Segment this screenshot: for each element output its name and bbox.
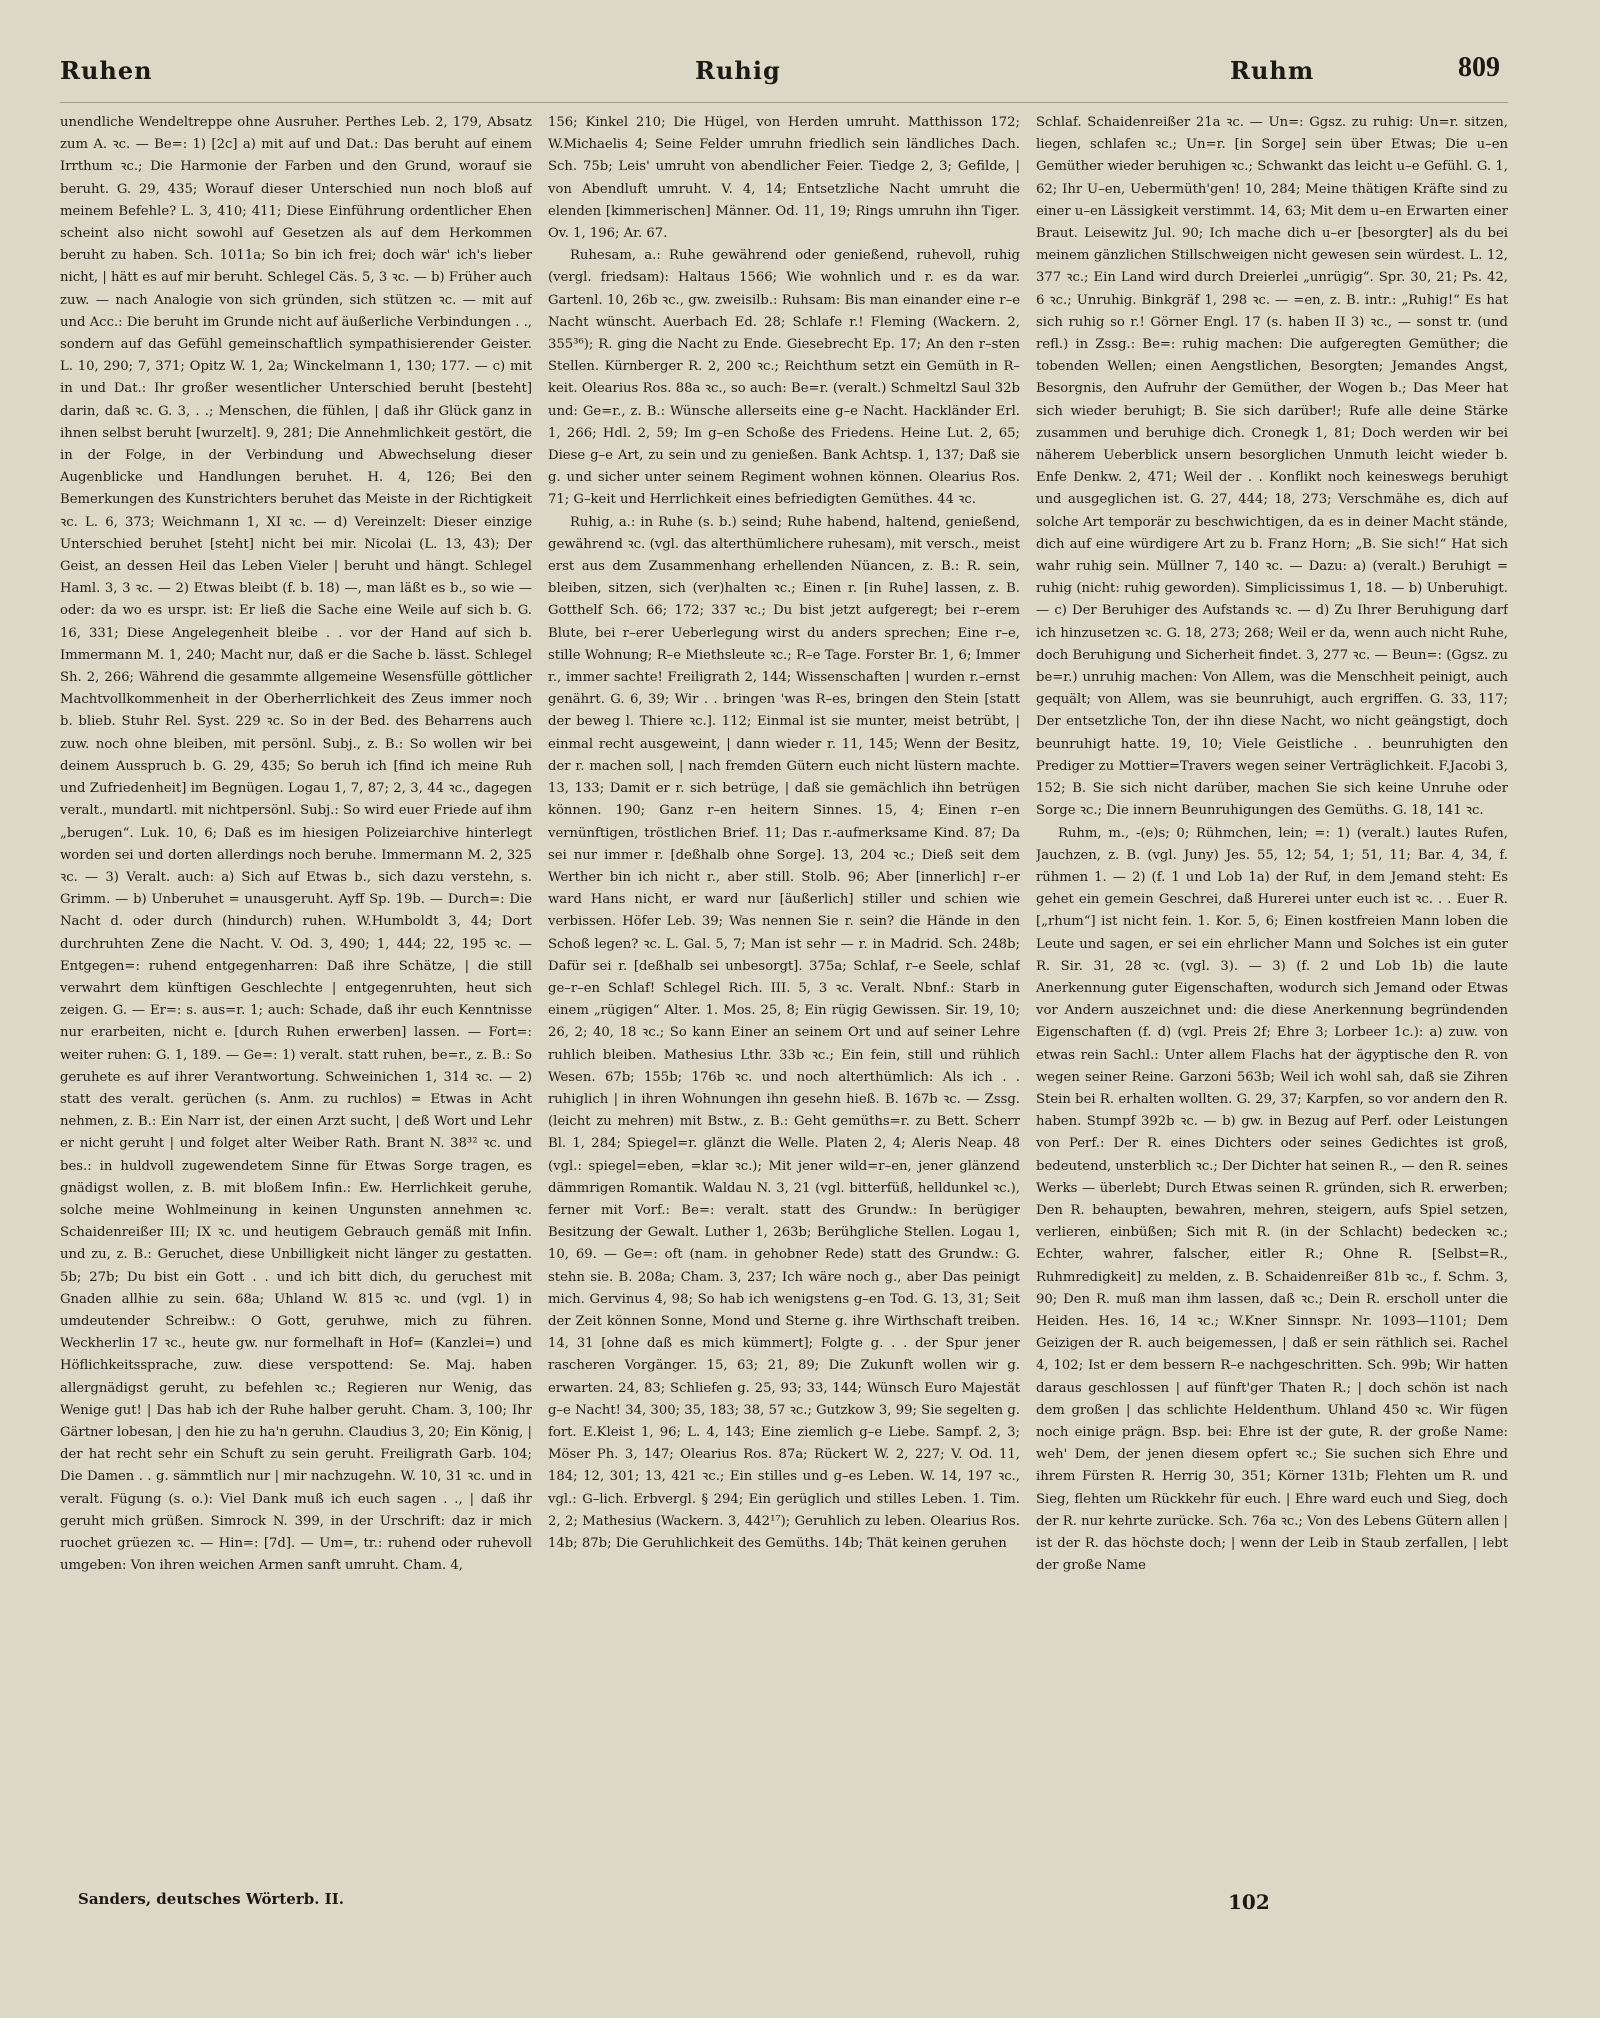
page-number: 809 <box>1458 52 1500 83</box>
entry-text: 156; Kinkel 210; Die Hügel, von Herden umruht. Matthisson 172; W.Michaelis 4; Seine Felder umruhn friedlich sein ländliches Dach. Sch. 75b; Leis' umruht von abendlicher Feier. Tiedge 2, 3; Gefilde, | von Abendluft umruht. V. 4, 14; Entsetzliche Nacht umruht die elenden [kimmerischen] Männer. Od. 11, 19; Rings umruhn ihn Tiger. Ov. 1, 196; Ar. 67. <box>548 115 1020 242</box>
entry-ruhm: Ruhm, m., -(e)s; 0; Rühmchen, lein; =: 1) (veralt.) lautes Rufen, Jauchzen, z. B. (vgl. Juny) Jes. 55, 12; 54, 1; 51, 11; Bar. 4, 34, f. rühmen 1. — 2) (f. 1 und Lob 1a) der Ruf, in dem Jemand steht: Es gehet ein gemein Geschrei, daß Hurerei unter euch ist ꝛc. . . Euer R. [„rhum“] ist nicht fein. 1. Kor. 5, 6; Einen kostfreien Mann loben die Leute und sagen, er sei ein ehrlicher Mann und Solches ist ein guter R. Sir. 31, 28 ꝛc. (vgl. 3). — 3) (f. 2 und Lob 1b) die laute Anerkennung guter Eigenschaften, wodurch sich Jemand oder Etwas vor Andern auszeichnet und: die diese Anerkennung begründenden Eigenschaften (f. d) (vgl. Preis 2f; Ehre 3; Lorbeer 1c.): a) zuw. von etwas rein Sachl.: Unter allem Flachs hat der ägyptische den R. von wegen seiner Reine. Garzoni 563b; Weil ich wohl sah, daß sie Zihren Stein bei R. erhalten wollten. G. 29, 37; Karpfen, so vor andern den R. haben. Stumpf 392b ꝛc. — b) gw. in Bezug auf Perf. oder Leistungen von Perf.: Der R. eines Dichters oder seines Gedichtes ist groß, bedeutend, unsterblich ꝛc.; Der Dichter hat seinen R., — den R. seines Werks — überlebt; Durch Etwas seinen R. gründen, sich R. erwerben; Den R. behaupten, bewahren, mehren, steigern, aufs Spiel setzen, verlieren, einbüßen; Sich mit R. (in der Schlacht) bedecken ꝛc.; Echter, wahrer, falscher, eitler R.; Ohne R. [Selbst=R., Ruhmredigkeit] zu melden, z. B. Schaidenreißer 81b ꝛc., f. Schm. 3, 90; Den R. muß man ihm lassen, daß ꝛc.; Dein R. erscholl unter die Heiden. Hes. 16, 14 ꝛc.; W.Kner Sinnspr. Nr. 1093—1101; Dem Geizigen der R. auch beigemessen, | daß er sein räthlich sei. Rachel 4, 102; Ist er dem bessern R–e nachgeschritten. Sch. 99b; Wir hatten daraus geschlossen | auf fünft'ger Thaten R.; | doch schön ist nach dem großen | das schlichte Heldenthum. Uhland 450 ꝛc. Wir fügen noch einige prägn. Bsp. bei: Ehre ist der gute, R. der große Name: weh' Dem, der jenen diesem opfert ꝛc.; Sie suchen sich Ehre und ihrem Fürsten R. Herrig 30, 351; Körner 131b; Flehten um R. und Sieg, flehten um Rückkehr für euch. | Ehre ward euch und Sieg, doch der R. nur kehrte zurücke. Sch. 76a ꝛc.; Von des Lebens Gütern allen | ist der R. das höchste doch; | wenn der Leib in Staub zerfallen, | lebt der große Name <box>1036 825 1508 1574</box>
footer-signature: 102 <box>1228 1890 1270 1914</box>
header-left-headword: Ruhen <box>60 56 153 85</box>
header-center-headword: Ruhig <box>695 56 781 85</box>
entry-ruhig: Ruhig, a.: in Ruhe (s. b.) seind; Ruhe habend, haltend, genießend, gewährend ꝛc. (vgl. das alterthümlichere ruhesam), mit versch., meist erst aus dem Zusammenhang erhellenden Nüancen, z. B.: R. sein, bleiben, sitzen, sich (ver)halten ꝛc.; Einen r. [in Ruhe] lassen, z. B. Gotthelf Sch. 66; 172; 337 ꝛc.; Du bist jetzt aufgeregt; bei r–erem Blute, bei r–erer Ueberlegung wirst du anders sprechen; Eine r–e, stille Wohnung; R–e Miethsleute ꝛc.; R–e Tage. Forster Br. 1, 6; Immer r., immer sachte! Freiligrath 2, 144; Wissenschaften | wurden r.–ernst genährt. G. 6, 39; Wir . . bringen 'was R–es, bringen den Stein [statt der beweg l. Thiere ꝛc.]. 112; Einmal ist sie munter, meist betrübt, | einmal recht ausgeweint, | dann wieder r. 11, 145; Wenn der Besitz, der r. machen soll, | nach fremden Gütern euch nicht lüstern machte. 13, 133; Damit er r. sich betrüge, | daß sie gemächlich ihn betrügen können. 190; Ganz r–en heitern Sinnes. 15, 4; Einen r–en vernünftigen, tröstlichen Brief. 11; Das r.-aufmerksame Kind. 87; Da sei nur immer r. [deßhalb ohne Sorge]. 13, 204 ꝛc.; Dieß seit dem Werther bin ich nicht r., aber still. Stolb. 96; Aber [innerlich] r–er ward Hans nicht, er ward nur [äußerlich] stiller und schien wie verbissen. Höfer Leb. 39; Was nennen Sie r. sein? die Hände in den Schoß legen? ꝛc. L. Gal. 5, 7; Man ist sehr — r. in Madrid. Sch. 248b; Dafür sei r. [deßhalb sei unbesorgt]. 375a; Schlaf, r–e Seele, schlaf ge–r–en Schlaf! Schlegel Rich. III. 5, 3 ꝛc. Veralt. Nbnf.: Starb in einem „rügigen“ Alter. 1. Mos. 25, 8; Ein rügig Gewissen. Sir. 19, 10; 26, 2; 40, 18 ꝛc.; So kann Einer an seinem Ort und auf seiner Lehre ruhlich bleiben. Mathesius Lthr. 33b ꝛc.; Ein fein, still und rühlich Wesen. 67b; 155b; 176b ꝛc. und noch alterthümlich: Als ich . . ruhiglich | in ihren Wohnungen ihn gesehn hieß. B. 167b ꝛc. — Zssg. (leicht zu mehren) mit Bstw., z. B.: Geht gemüths=r. zu Bett. Scherr Bl. 1, 284; Spiegel=r. glänzt die Welle. Platen 2, 4; Aleris Neap. 48 (vgl.: spiegel=eben, =klar ꝛc.); Mit jener wild=r–en, jener glänzend dämmrigen Romantik. Waldau N. 3, 21 (vgl. bitterfüß, helldunkel ꝛc.), ferner mit Vorf.: Be=: veralt. statt des Grundw.: In berügiger Besitzung der Gewalt. Luther 1, 263b; Berühgliche Stellen. Logau 1, 10, 69. — Ge=: oft (nam. in gehobner Rede) statt des Grundw.: G. stehn sie. B. 208a; Cham. 3, 237; Ich wäre noch g., aber Das peinigt mich. Gervinus 4, 98; So hab ich wenigstens g–en Tod. G. 13, 31; Seit der Zeit können Sonne, Mond und Sterne g. ihre Wirthschaft treiben. 14, 31 [ohne daß es mich kümmert]; Folgte g. . . der Spur jener rascheren Vorgänger. 15, 63; 21, 89; Die Zukunft wollen wir g. erwarten. 24, 83; Schliefen g. 25, 93; 33, 144; Wünsch Euro Majestät g–e Nacht! 34, 300; 35, 183; 38, 57 ꝛc.; Gutzkow 3, 99; Sie segelten g. fort. E.Kleist 1, 96; L. 4, 143; Eine ziemlich g–e Liebe. Sampf. 2, 3; Möser Ph. 3, 147; Olearius Ros. 87a; Rückert W. 2, 227; V. Od. 11, 184; 12, 301; 13, 421 ꝛc.; Ein stilles und g–es Leben. W. 14, 197 ꝛc., vgl.: G–lich. Erbvergl. § 294; Ein gerüglich und stilles Leben. 1. Tim. 2, 2; Mathesius (Wackern. 3, 442¹⁷); Geruhlich zu leben. Olearius Ros. 14b; 87b; Die Geruhlichkeit des Gemüths. 14b; Thät keinen geruhen <box>548 514 1020 1551</box>
column-middle <box>548 112 1020 1882</box>
entry-text: Schlaf. Schaidenreißer 21a ꝛc. — Un=: Ggsz. zu ruhig: Un=r. sitzen, liegen, schlafen ꝛc.; Un=r. [in Sorge] sein über Etwas; Die u–en Gemüther wieder beruhigen ꝛc.; Schwankt das leicht u–e Gefühl. G. 1, 62; Ihr U–en, Uebermüth'gen! 10, 284; Meine thätigen Kräfte sind zu einer u–en Lässigkeit verstimmt. 14, 63; Mit dem u–en Erwarten einer Braut. Leisewitz Jul. 90; Ich mache dich u–er [besorgter] als du bei meinem gänzlichen Stillschweigen nicht gewesen sein würdest. L. 12, 377 ꝛc.; Ein Land wird durch Dreierlei „unrügig“. Spr. 30, 21; Ps. 42, 6 ꝛc.; Unruhig. Binkgräf 1, 298 ꝛc. — =en, z. B. intr.: „Ruhig!“ Es hat sich ruhig so r.! Görner Engl. 17 (s. haben II 3) ꝛc., — sonst tr. (und refl.) in Zssg.: Be=: ruhig machen: Die aufgeregten Gemüther; die tobenden Wellen; einen Aengstlichen, Besorgten; Jemandes Angst, Besorgnis, den Aufruhr der Gemüther, der Wogen b.; Das Meer hat sich wieder beruhigt; B. Sie sich darüber!; Rufe alle deine Stärke zusammen und beruhige dich. Cronegk 1, 81; Doch werden wir bei näherem Ueberblick unsern besorglichen Unmuth leicht wieder b. Enfe Denkw. 2, 471; Weil der . . Konflikt noch keineswegs beruhigt und ausgeglichen ist. G. 27, 444; 18, 273; Verschmähe es, dich auf solche Art temporär zu beschwichtigen, da es in deiner Macht stände, dich auf eine würdigere Art zu b. Franz Horn; „B. Sie sich!“ Hat sich wahr ruhig sein. Müllner 7, 140 ꝛc. — Dazu: a) (veralt.) Beruhigt = ruhig (nicht: ruhig geworden). Simplicissimus 1, 18. — b) Unberuhigt. — c) Der Beruhiger des Aufstands ꝛc. — d) Zu Ihrer Beruhigung darf ich hinzusetzen ꝛc. G. 18, 273; 268; Weil er da, wenn auch nicht Ruhe, doch Beruhigung und Sicherheit findet. 3, 277 ꝛc. — Beun=: (Ggsz. zu be=r.) unruhig machen: Von Allem, was die Menschheit peinigt, auch gequält; von Allem, was sie beunruhigt, auch ergriffen. G. 33, 117; Der entsetzliche Ton, der ihn diese Nacht, wo nicht geängstigt, doch beunruhigt hatte. 19, 10; Viele Geistliche . . beunruhigten den Prediger zu Mottier=Travers wegen seiner Verträglichkeit. F.Jacobi 3, 152; B. Sie sich nicht darüber, machen Sie sich keine Unruhe oder Sorge ꝛc.; Die innern Beunruhigungen des Gemüths. G. 18, 141 ꝛc. <box>1036 115 1508 819</box>
running-header <box>60 52 1500 96</box>
column-left <box>60 112 532 1882</box>
text-columns <box>60 112 1508 1882</box>
column-left-text: unendliche Wendeltreppe ohne Ausruher. Perthes Leb. 2, 179, Absatz zum A. ꝛc. — Be=: 1) [2c] a) mit auf und Dat.: Das beruht auf einem Irrthum ꝛc.; Die Harmonie der Farben und den Grund, worauf sie beruht. G. 29, 435; Worauf dieser Unterschied nun noch bloß auf meinem Befehle? L. 3, 410; 411; Diese Einführung ordentlicher Ehen scheint also nicht sowohl auf Gesetzen als auf dem Herkommen beruht zu haben. Sch. 1011a; So bin ich frei; doch wär' ich's lieber nicht, | hätt es auf mir beruht. Schlegel Cäs. 5, 3 ꝛc. — b) Früher auch zuw. — nach Analogie von sich gründen, sich stützen ꝛc. — mit auf und Acc.: Die beruht im Grunde nicht auf äußerliche Verbindungen . ., sondern auf das Gefühl gemeinschaftlich sympathisierender Geister. L. 10, 290; 7, 371; Opitz W. 1, 2a; Winckelmann 1, 130; 177. — c) mit in und Dat.: Ihr großer wesentlicher Unterschied beruht [besteht] darin, daß ꝛc. G. 3, . .; Menschen, die fühlen, | daß ihr Glück ganz in ihnen selbst beruht [wurzelt]. 9, 281; Die Annehmlichkeit gestört, die in der Folge, in der Verbindung und Abwechselung dieser Augenblicke und Handlungen beruhet. H. 4, 126; Bei den Bemerkungen des Kunstrichters beruhet das Meiste in der Richtigkeit ꝛc. L. 6, 373; Weichmann 1, XI ꝛc. — d) Vereinzelt: Dieser einzige Unterschied beruhet [steht] nicht bei mir. Nicolai (L. 13, 43); Der Geist, an dessen Heil das Leben Vieler | beruht und hängt. Schlegel Haml. 3, 3 ꝛc. — 2) Etwas bleibt (f. b. 18) —, man läßt es b., so wie — oder: da wo es urspr. ist: Er ließ die Sache eine Weile auf sich b. G. 16, 331; Diese Angelegenheit bleibe . . vor der Hand auf sich b. Immermann M. 1, 240; Macht nur, daß er die Sache b. lässt. Schlegel Sh. 2, 266; Während die gesammte allgemeine Wesensfülle göttlicher Machtvollkommenheit in der Oberherrlichkeit des Zeus immer noch b. blieb. Stuhr Rel. Syst. 229 ꝛc. So in der Bed. des Beharrens auch zuw. noch ohne bleiben, mit persönl. Subj., z. B.: So wollen wir bei deinem Ausspruch b. G. 29, 435; So beruh ich [find ich meine Ruh und Zufriedenheit] im Begnügen. Logau 1, 7, 87; 2, 3, 44 ꝛc., dagegen veralt., mundartl. mit nichtpersönl. Subj.: So wird euer Friede auf ihm „berugen“. Luk. 10, 6; Daß es im hiesigen Polizeiarchive hinterlegt worden sei und dorten allerdings noch beruhe. Immermann M. 2, 325 ꝛc. — 3) Veralt. auch: a) Sich auf Etwas b., sich dazu verstehn, s. Grimm. — b) Unberuhet = unausgeruht. Ayff Sp. 19b. — Durch=: Die Nacht d. oder durch (hindurch) ruhen. W.Humboldt 3, 44; Dort durchruhten Zene die Nacht. V. Od. 3, 490; 1, 444; 22, 195 ꝛc. — Entgegen=: ruhend entgegenharren: Daß ihre Schätze, | die still verwahrt dem künftigen Geschlechte | entgegenruhten, heut sich zeigen. G. — Er=: s. aus=r. 1; auch: Schade, daß ihr euch Kenntnisse nur erarbeiten, nicht e. [durch Ruhen erwerben] lassen. — Fort=: weiter ruhen: G. 1, 189. — Ge=: 1) veralt. statt ruhen, be=r., z. B.: So geruhete es auf ihrer Verantwortung. Schweinichen 1, 314 ꝛc. — 2) statt des veralt. gerüchen (s. Anm. zu ruchlos) = Etwas in Acht nehmen, z. B.: Ein Narr ist, der einen Arzt sucht, | deß Wort und Lehr er nicht geruht | und folget alter Weiber Rath. Brant N. 38³² ꝛc. und bes.: in huldvoll zugewendetem Sinne für Etwas Sorge tragen, es gnädigst wollen, z. B. mit bloßem Infin.: Ew. Herrlichkeit geruhe, solche meine Wohlmeinung in keinen Ungunsten annehmen ꝛc. Schaidenreißer III; IX ꝛc. und heutigem Gebrauch gemäß mit Infin. und zu, z. B.: Geruchet, diese Unbilligkeit nicht länger zu gestatten. 5b; 27b; Du bist ein Gott . . und ich bitt dich, du geruchest mit Gnaden allhie zu sein. 68a; Uhland W. 815 ꝛc. und (vgl. 1) in umdeutender Schreibw.: O Gott, geruhwe, mich zu führen. Weckherlin 17 ꝛc., heute gw. nur formelhaft in Hof= (Kanzlei=) und Höflichkeitssprache, zuw. diese verspottend: Se. Maj. haben allergnädigst geruht, zu befehlen ꝛc.; Regieren nur Wenig, das Wenige gut! | Das hab ich der Ruhe halber geruht. Cham. 3, 100; Ihr Gärtner lobesan, | den hie zu ha'n geruhn. Claudius 3, 20; Ein König, | der hat recht sehr ein Schuft zu sein geruht. Freiligrath Garb. 104; Die Damen . . g. sämmtlich nur | mir nachzugehn. W. 10, 31 ꝛc. und in veralt. Fügung (s. o.): Viel Dank muß ich euch sagen . ., | daß ihr geruht mich grüßen. Simrock N. 399, in der Urschrift: daz ir mich ruochet grüezen ꝛc. — Hin=: [7d]. — Um=, tr.: ruhend oder ruhevoll umgeben: Von ihren weichen Armen sanft umruht. Cham. 4, <box>60 115 532 1574</box>
column-right <box>1036 112 1508 1882</box>
entry-ruhesam: Ruhesam, a.: Ruhe gewährend oder genießend, ruhevoll, ruhig (vergl. friedsam): Haltaus 1566; Wie wohnlich und r. es da war. Gartenl. 10, 26b ꝛc., gw. zweisilb.: Ruhsam: Bis man einander eine r–e Nacht wünscht. Auerbach Ed. 28; Schlafe r.! Fleming (Wackern. 2, 355³⁶); R. ging die Nacht zu Ende. Giesebrecht Ep. 17; An den r–sten Stellen. Kürnberger R. 2, 200 ꝛc.; Reichthum setzt ein Gemüth in R–keit. Olearius Ros. 88a ꝛc., so auch: Be=r. (veralt.) Schmeltzl Saul 32b und: Ge=r., z. B.: Wünsche allerseits eine g–e Nacht. Hackländer Erl. 1, 266; Hdl. 2, 59; Im g–en Schoße des Friedens. Heine Lut. 2, 65; Diese g–e Art, zu sein und zu genießen. Bank Achtsp. 1, 137; Daß sie g. und sicher unter seinem Regiment wohnen können. Olearius Ros. 71; G–keit und Herrlichkeit eines befriedigten Gemüthes. 44 ꝛc. <box>548 248 1020 508</box>
header-right-headword: Ruhm <box>1230 56 1315 85</box>
header-rule <box>60 102 1508 103</box>
footer-source: Sanders, deutsches Wörterb. II. <box>78 1890 344 1908</box>
page-footer <box>60 1890 1500 1924</box>
